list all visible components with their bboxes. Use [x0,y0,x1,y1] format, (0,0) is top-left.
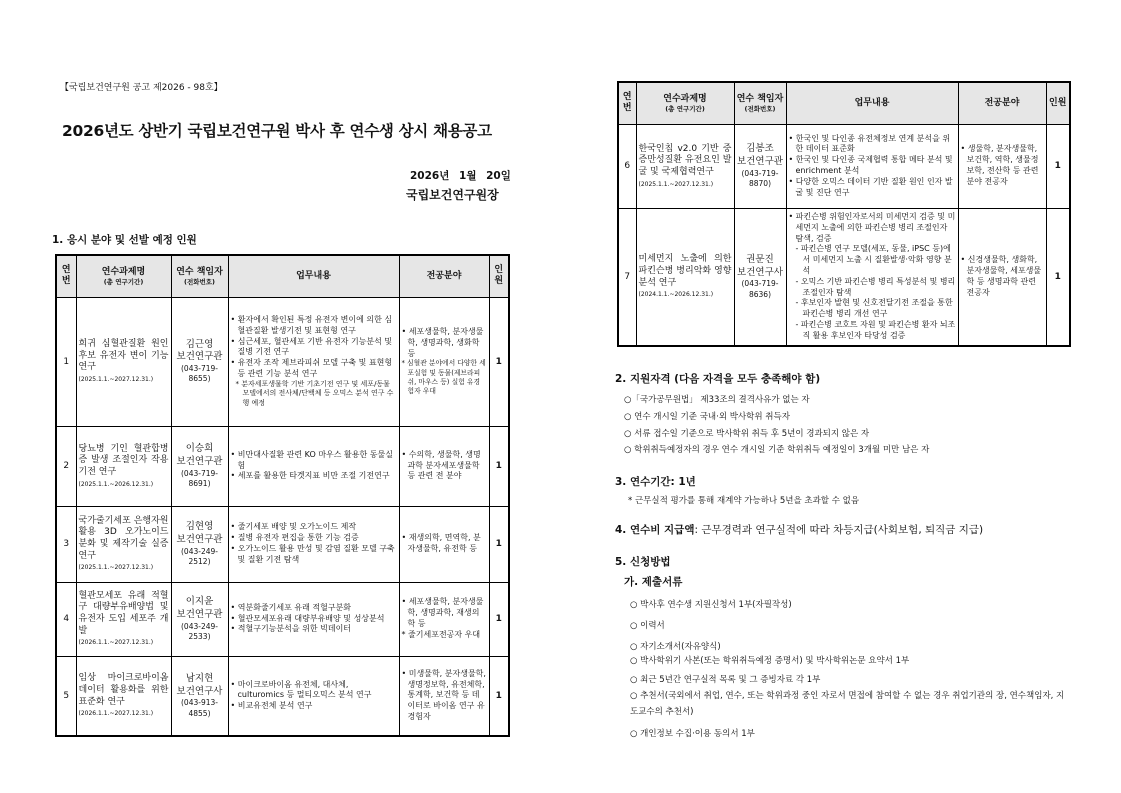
qualification-item: ○ 연수 개시일 기준 국내·외 박사학위 취득자 [624,412,790,422]
header-field: 전공분야 [958,82,1046,124]
header-no: 연번 [618,82,636,124]
row-field: • 재생의학, 면역학, 분자생물학, 유전학 등 [399,506,489,582]
row-count: 1 [489,506,509,582]
row-topic: 한국인칩 v2.0 기반 중증만성질환 유전요인 발굴 및 국제협력연구 (2025.1.1.~2027.12.31.) [636,124,734,208]
header-duties: 업무내용 [228,255,399,297]
row-topic: 미세먼지 노출에 의한 파킨슨병 병리악화 영향 분석 연구 (2024.1.1.~2026.12.31.) [636,208,734,346]
qualification-item: ○「국가공무원법」 제33조의 결격사유가 없는 자 [624,395,810,405]
page-title: 2026년도 상반기 국립보건연구원 박사 후 연수생 상시 채용공고 [62,122,492,140]
row-no: 6 [618,124,636,208]
notice-number: 【국립보건연구원 공고 제2026 - 98호】 [60,83,223,93]
row-count: 1 [489,656,509,736]
row-duties: • 역분화줄기세포 유래 적혈구분화 • 혈관모세포유래 대량부유배양 및 성상분석 • 적혈구기능분석을 위한 빅데이터 [228,582,399,656]
row-no: 1 [56,297,76,426]
table-row [56,426,509,506]
row-pi: 남지현 보건연구사 (043-913-4855) [171,656,228,736]
row-pi: 김현영 보건연구관 (043-249-2512) [171,506,228,582]
row-topic: 국가줄기세포 은행자원 활용 3D 오가노이드 분화 및 제작기술 실증연구 (2025.1.1.~2027.12.31.) [76,506,171,582]
table-row [618,124,1070,208]
row-duties: • 줄기세포 배양 및 오가노이드 제작 • 질병 유전자 편집을 통한 기능 검증 • 오가노이드 활용 만성 및 감염 질환 모델 구축 및 질환 기전 탐색 [228,506,399,582]
row-duties: • 한국인 및 다인종 유전체정보 연계 분석을 위한 데이터 표준화 • 한국인 및 다인종 국제협력 통합 메타 분석 및 enrichment 분석 • 다양한 오믹스 데이터 기반 질환 원인 인자 발굴 및 진단 연구 [786,124,958,208]
announcement-date: 2026년 1월 20일 [410,170,511,182]
table-row [56,582,509,656]
row-no: 4 [56,582,76,656]
row-duties: • 파킨슨병 위험인자로서의 미세먼지 검증 및 미세먼지 노출에 의한 파킨슨병 병리 조절인자 탐색, 검증 - 파킨슨병 연구 모델(세포, 동물, iPSC 등)에서 미세먼지 노출 시 질환발생·악화 영향 분석 - 오믹스 기반 파킨슨병 병리 특성분석 및 병리조절인자 탐색 - 후보인자 발현 및 신호전달기전 조절을 통한 파킨슨병 병리 개선 연구 - 파킨슨병 코호트 자원 및 파킨슨병 환자 뇌조직 활용 후보인자 타당성 검증 [786,208,958,346]
header-count: 인원 [489,255,509,297]
positions-table-right [617,81,1071,347]
issuer: 국립보건연구원장 [406,188,499,202]
table-row [618,208,1070,346]
row-topic: 혈관모세포 유래 적혈구 대량부유배양법 및 유전자 도입 세포주 개발 (2026.1.1.~2027.12.31.) [76,582,171,656]
header-topic: 연수과제명 (총 연구기간) [636,82,734,124]
row-pi: 김봉조 보건연구관 (043-719-8870) [734,124,786,208]
row-count: 1 [1046,208,1070,346]
row-field: • 신경생물학, 생화학, 분자생물학, 세포생물학 등 생명과학 관련 전공자 [958,208,1046,346]
section-4-heading: 4. 연수비 지급액: 근무경력과 연구실적에 따라 차등지급(사회보험, 퇴직금 지급) [615,524,984,536]
row-duties: • 비만대사질환 관련 KO 마우스 활용한 동물실험 • 세포를 활용한 타겟지표 비만 조절 기전연구 [228,426,399,506]
table-row [56,297,509,426]
document-item: ○ 최근 5년간 연구실적 목록 및 그 증빙자료 각 1부 [630,675,821,685]
row-count: 1 [489,582,509,656]
row-count: 1 [489,426,509,506]
header-duties: 업무내용 [786,82,958,124]
row-count: 1 [1046,124,1070,208]
row-duties: • 환자에서 확인된 특정 유전자 변이에 의한 심혈관질환 발생기전 및 표현형 연구 • 심근세포, 혈관세포 기반 유전자 기능분석 및 질병 기전 연구 • 유전자 조작 제브라피쉬 모델 구축 및 표현형 등 관련 기능 분석 연구 * 분자세포생물학 기반 기초기전 연구 및 세포/동물모델에서의 전사체/단백체 등 오믹스 분석 연구 수행 예정 [228,297,399,426]
row-count: 1 [489,297,509,426]
document-item: ○ 박사학위기 사본(또는 학위취득예정 증명서) 및 박사학위논문 요약서 1부 [630,656,910,666]
header-pi: 연수 책임자 (전화번호) [171,255,228,297]
row-topic: 당뇨병 기인 혈관합병증 발생 조절인자 작용기전 연구 (2025.1.1.~2026.12.31.) [76,426,171,506]
header-no: 연번 [56,255,76,297]
section-3-heading: 3. 연수기간: 1년 [615,476,696,488]
row-field: • 세포생물학, 분자생물학, 생명과학, 생화학 등 * 심혈관 분야에서 다양한 세포실험 및 동물(제브라피쉬, 마우스 등) 실험 유경험자 우대 [399,297,489,426]
document-item: ○ 이력서 [630,621,665,631]
row-duties: • 마이크로바이옴 유전체, 대사체, culturomics 등 멀티오믹스 분석 연구 • 비교유전체 분석 연구 [228,656,399,736]
header-count: 인원 [1046,82,1070,124]
table-header-row [56,255,509,297]
row-field: • 미생물학, 분자생물학, 생명정보학, 유전체학, 통계학, 보건학 등 데이터로 바이옴 연구 유경험자 [399,656,489,736]
subsection-a-heading: 가. 제출서류 [624,576,683,588]
document-item: ○ 자기소개서(자유양식) [630,642,721,652]
row-no: 2 [56,426,76,506]
section-2-heading: 2. 지원자격 (다음 자격을 모두 충족해야 함) [615,373,821,385]
qualification-item: ○ 서류 접수일 기준으로 박사학위 취득 후 5년이 경과되지 않은 자 [624,429,870,439]
row-topic: 희귀 심혈관질환 원인 후보 유전자 변이 기능 연구 (2025.1.1.~2027.12.31.) [76,297,171,426]
row-field: • 세포생물학, 분자생물학, 생명과학, 재생의학 등 * 줄기세포전공자 우대 [399,582,489,656]
row-pi: 이승희 보건연구관 (043-719-8691) [171,426,228,506]
header-topic: 연수과제명 (총 연구기간) [76,255,171,297]
row-field: • 생물학, 분자생물학, 보건학, 역학, 생물정보학, 전산학 등 관련분야 전공자 [958,124,1046,208]
section-1-heading: 1. 응시 분야 및 선발 예정 인원 [52,234,197,246]
table-row [56,506,509,582]
qualification-item: ○ 학위취득예정자의 경우 연수 개시일 기준 학위취득 예정일이 3개월 미만 남은 자 [624,445,930,455]
table-header-row [618,82,1070,124]
document-item: ○ 박사후 연수생 지원신청서 1부(자필작성) [630,600,792,610]
row-pi: 김근영 보건연구관 (043-719-8655) [171,297,228,426]
row-no: 5 [56,656,76,736]
row-pi: 권문진 보건연구사 (043-719-8636) [734,208,786,346]
section-5-heading: 5. 신청방법 [615,556,671,568]
row-pi: 이지윤 보건연구관 (043-249-2533) [171,582,228,656]
right-page [560,0,1120,793]
table-row [56,656,509,736]
positions-table-left [55,254,510,737]
header-field: 전공분야 [399,255,489,297]
row-field: • 수의학, 생물학, 생명과학 분자세포생물학 등 관련 전 분야 [399,426,489,506]
row-no: 7 [618,208,636,346]
row-no: 3 [56,506,76,582]
header-pi: 연수 책임자 (전화번호) [734,82,786,124]
document-item: ○ 추천서(국외에서 취업, 연수, 또는 학위과정 중인 자로서 면접에 참여할 수 없는 경우 취업기관의 장, 연수책임자, 지도교수의 추천서) [630,691,1065,718]
left-page [0,0,560,793]
section-3-note: * 근무실적 평가를 통해 재계약 가능하나 5년을 초과할 수 없음 [628,496,860,506]
document-item: ○ 개인정보 수집·이용 동의서 1부 [630,729,755,739]
row-topic: 임상 마이크로바이옴 데이터 활용화를 위한 표준화 연구 (2026.1.1.~2027.12.31.) [76,656,171,736]
